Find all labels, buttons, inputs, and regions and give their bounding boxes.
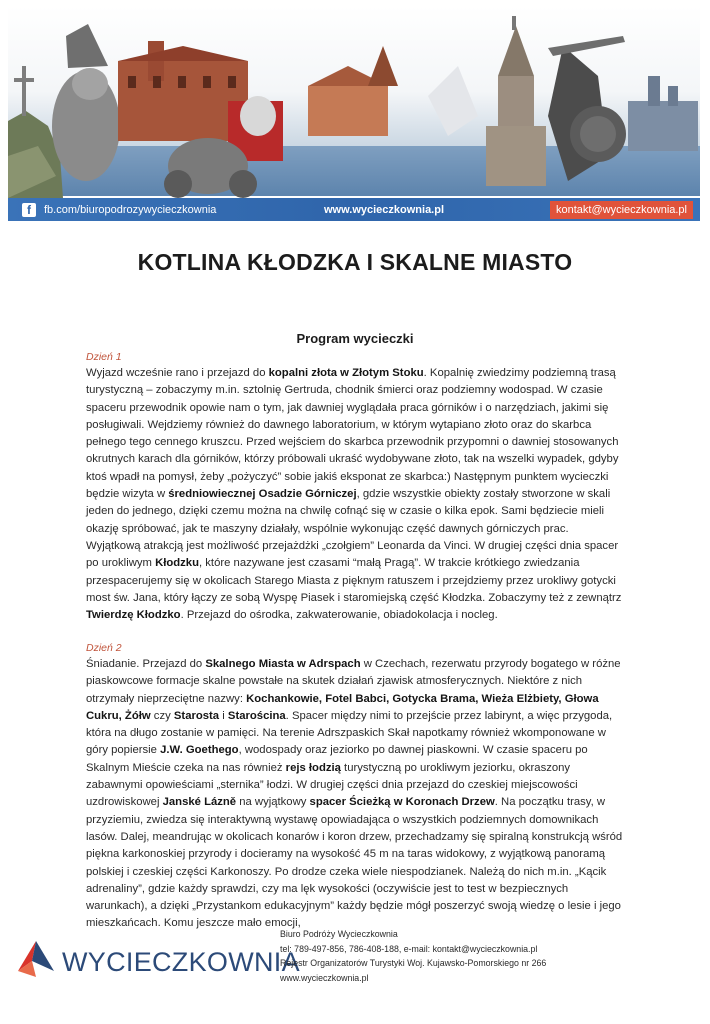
email-link[interactable]: kontakt@wycieczkownia.pl	[550, 201, 693, 219]
footer-company: Biuro Podróży Wycieczkownia	[280, 929, 398, 939]
text-segment: Śniadanie. Przejazd do	[86, 658, 206, 670]
highlight-janske-lazne: Janské Lázně	[162, 796, 237, 809]
text-segment: , wodospady oraz jeziorko po dawnej piaskowni. W czasie spaceru po Skalnym Mieście czeka na nas również	[86, 744, 588, 774]
highlight-klodzko: Kłodzku	[155, 557, 199, 570]
website-link[interactable]: www.wycieczkownia.pl	[324, 203, 445, 216]
text-segment: . Na początku trasy, w przyziemiu, zwiedza się interaktywną wystawę opowiadająca o wszystkich podziemnych domownikach lasów. Dalej, meandrując w okolicach konarów i koron drzew, przechadzamy się spiralną konstrukcją wśród piękna karkonoskiej przyrody i docieramy na wysokość 45 m na taras widokowy, z wyjątkową panoramą polskiej i czeskiej części Karkonoszy. Po drodze czeka wiele niespodzianek. Należą do nich m.in. „Kącik adrenaliny”, gdzie każdy sprawdzi, czy ma lęk wysokości (oczywiście jest to test w bezpiecznych warunkach), a dzięki „Przystankom edukacyjnym” każdy będzie mógł poszerzyć swoją wiedzę o lesie i jego mieszkańcach. Komu jeszcze mało emocji,	[86, 796, 623, 930]
text-segment: Wyjazd wcześnie rano i przejazd do	[86, 367, 269, 379]
highlight-rock-names: Kochankowie, Fotel Babci, Gotycka Brama, Wieża Elżbiety, Głowa Cukru, Żółw	[86, 692, 599, 722]
text-segment: , gdzie wszystkie obiekty zostały stworzone w skali jeden do jednego, dzięki czemu można na chwilę cofnąć się w czasie o kilka epok. Sami będziecie mieli okazję spróbować, jak te maszyny działały, wspólnie wykonując część dawnych górniczych prac. Wyjątkową atrakcją jest możliwość przejażdżki „czołgiem” Leonarda da Vinci. W drugiej części dnia spacer po urokliwym	[86, 488, 619, 570]
text-segment: i	[219, 709, 228, 722]
highlight-goethe: J.W. Goethego	[160, 744, 239, 757]
facebook-icon[interactable]: f	[22, 203, 36, 217]
highlight-mining-settlement: średniowiecznej Osadzie Górniczej	[168, 488, 357, 501]
footer	[0, 925, 710, 995]
highlight-boat-trip: rejs łodzią	[285, 761, 341, 774]
text-segment: , które nazywane jest czasami “małą Pragą”. W trakcie krótkiego zwiedzania przespacerujemy się w okolicach Starego Miasta z pięknym ratuszem i przejdziemy przez urokliwy gotycki most św. Jana, który łączy ze sobą Wyspę Piasek i staromiejską część Kłodzka. Zobaczymy też z zewnątrz	[86, 557, 622, 604]
footer-contact-info	[280, 927, 546, 985]
highlight-starosta: Starosta	[173, 709, 220, 722]
text-segment: turystyczną po urokliwym jeziorku, okraszony zabawnymi opowieściami „sternika” łodzi. W drugiej części dnia przejazd do czeskiej miejscowości uzdrowiskowej	[86, 761, 578, 809]
facebook-link[interactable]: fb.com/biuropodrozywycieczkownia	[44, 203, 217, 216]
footer-contact: tel: 789-497-856, 786-408-188, e-mail: kontakt@wycieczkownia.pl	[280, 943, 538, 954]
highlight-fortress: Twierdzę Kłodzko	[86, 609, 181, 622]
highlight-rock-town: Skalnego Miasta w Adrspach	[205, 658, 361, 670]
logo-wordmark: WYCIECZKOWNIA	[62, 947, 300, 977]
text-segment: . Przejazd do ośrodka, zakwaterowanie, obiadokolacja i nocleg.	[180, 609, 498, 622]
day-1-section	[86, 351, 626, 624]
day-1-description	[86, 365, 626, 624]
page-title: KOTLINA KŁODZKA I SKALNE MIASTO	[137, 249, 573, 275]
highlight-treetop-walk: spacer Ścieżką w Koronach Drzew	[309, 796, 495, 809]
text-segment: w Czechach, rezerwatu przyrody bogatego w różne piaskowcowe formacje skalne powstałe na skutek działań zjawisk atmosferycznych. Niektóre z nich otrzymały nieprzeciętne nazwy:	[86, 658, 621, 705]
company-logo	[14, 937, 300, 981]
header-banner	[8, 6, 700, 221]
highlight-staroscina: Starościna	[227, 709, 286, 722]
footer-website[interactable]: www.wycieczkownia.pl	[280, 972, 369, 983]
banner-collage-image	[8, 6, 700, 198]
day-2-section	[86, 642, 626, 933]
day-1-label: Dzień 1	[86, 351, 122, 363]
footer-registry: Rejestr Organizatorów Turystyki Woj. Kujawsko-Pomorskiego nr 266	[280, 958, 547, 968]
text-segment: . Spacer między nimi to przejście przez labirynt, a więc przygoda, która na długo zostanie w pamięci. Na terenie Adrszpaskich Skał napotkamy również wkomponowane w góry popiersie	[86, 709, 613, 757]
program-heading: Program wycieczki	[296, 331, 414, 346]
highlight-gold-mine: kopalni złota w Złotym Stoku	[268, 367, 424, 379]
banner-contact-bar	[8, 198, 700, 221]
day-2-label: Dzień 2	[86, 642, 122, 654]
text-segment: . Kopalnię zwiedzimy podziemną trasą turystyczną – zobaczymy m.in. sztolnię Gertruda, chodnik śmierci oraz podziemny wodospad. W czasie spaceru przewodnik opowie nam o tym, jak dawniej wyglądała praca górników i o narzędziach, jakimi się posługiwali. Wejdziemy również do dawnego laboratorium, w którym wytapiano złoto oraz do skarbca pełnego tego cennego kruszcu. Przed wejściem do skarbca przewodnik przypomni o dawniej stosowanych okrutnych karach dla górników, którzy próbowali ukraść wydobywane złoto, tak na wszelki wypadek, gdyby ktoś wpadł na pomysł, żeby „pożyczyć” sobie jakiś eksponat ze skarbca:) Następnym punktem wycieczki będzie wizyta w	[86, 367, 619, 501]
logo-mark-icon	[14, 937, 58, 981]
day-2-description	[86, 656, 626, 933]
text-segment: czy	[150, 709, 174, 722]
text-segment: na wyjątkowy	[236, 796, 310, 809]
